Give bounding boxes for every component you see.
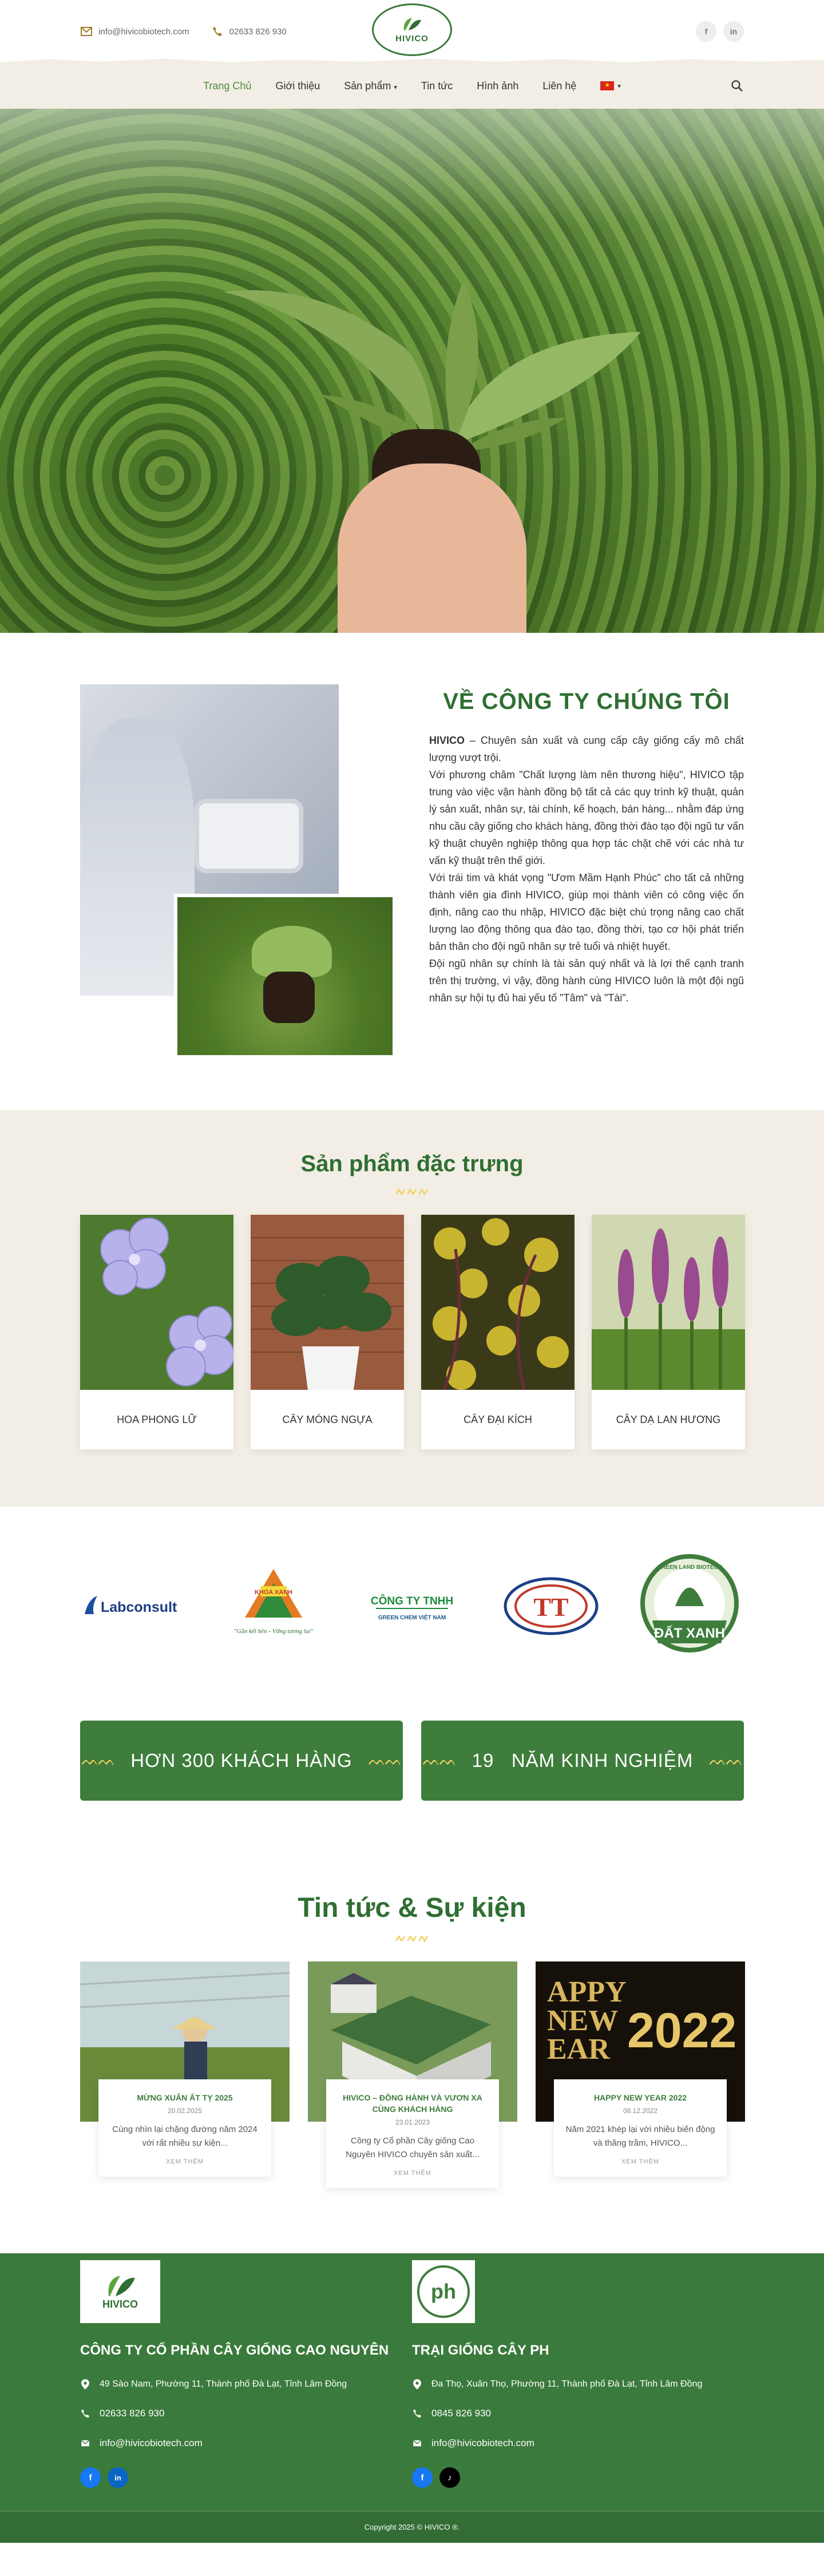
site-footer xyxy=(0,2253,824,2543)
hero-banner xyxy=(0,109,824,633)
about-brand: HIVICO xyxy=(429,735,465,746)
copyright-bar xyxy=(0,2511,824,2543)
footer-farm-name: TRẠI GIỐNG CÂY PH xyxy=(412,2343,549,2358)
zigzag-icon: ᨓᨓ xyxy=(368,1751,402,1769)
about-paragraph-1 xyxy=(429,732,744,766)
about-paragraph-4: Đội ngũ nhân sự chính là tài sản quý nhất và là lợi thế cạnh tranh trên thị trường, vì vậy, đồng hành cùng HIVICO luôn là một đội ngũ nhân sự hội tụ đủ hai yếu tố "Tâm" và "Tài". xyxy=(429,958,744,1004)
linkedin-icon[interactable]: in xyxy=(108,2467,128,2488)
footer-logo-hivico[interactable] xyxy=(80,2260,160,2323)
products-title: Sản phẩm đặc trưng xyxy=(300,1151,524,1176)
zigzag-icon: ᨓᨓ xyxy=(422,1751,456,1769)
about-paragraph-3: Với trái tim và khát vọng "Ươm Mầm Hạnh Phúc" cho tất cả những thành viên gia đình HIVICO, giúp mọi thành viên có công việc ổn định, nâng cao thu nhập, HIVICO đặc biệt chú trọng nâng cao chất lượng lao động thông qua đào tạo, đồng thời, tạo cơ hội phát triển bản thân cho đội ngũ nhân sự trẻ tuổi và nhiệt huyết. xyxy=(429,872,744,952)
phone-icon xyxy=(211,25,224,38)
nav-item-gallery[interactable]: Hình ảnh xyxy=(477,80,519,92)
footer-phone-text: 0845 826 930 xyxy=(431,2408,491,2419)
sprout-photo xyxy=(174,894,396,1059)
footer-col-hivico xyxy=(80,2260,412,2488)
divider-squiggle-icon xyxy=(80,1934,744,1943)
lab-device xyxy=(195,799,303,873)
read-more-link[interactable]: XEM THÊM xyxy=(621,2158,659,2165)
news-card-title[interactable]: MỪNG XUÂN ẤT TỴ 2025 xyxy=(137,2093,233,2102)
product-card[interactable] xyxy=(421,1215,575,1449)
product-card[interactable] xyxy=(80,1215,233,1449)
product-name: CÂY ĐẠI KÍCH xyxy=(464,1413,532,1425)
stat-experience-label: 19 NĂM KINH NGHIỆM xyxy=(472,1750,694,1771)
nav-item-products-label: Sản phẩm xyxy=(344,80,391,92)
news-card-title[interactable]: HIVICO – ĐỒNG HÀNH VÀ VƯƠN XA CÙNG KHÁCH HÀNG xyxy=(343,2093,482,2114)
mail-icon xyxy=(412,2440,422,2447)
product-card[interactable] xyxy=(592,1215,745,1449)
partner-logo-labconsult[interactable] xyxy=(80,1555,189,1658)
news-card-date: 08.12.2022 xyxy=(623,2107,658,2115)
copyright-text: Copyright 2025 © HIVICO ®. xyxy=(364,2523,460,2531)
about-paragraph-2: Với phương châm "Chất lượng làm nên thương hiệu", HIVICO tập trung vào việc vận hành đồng bộ tất cả các quy trình kỹ thuật, quản lý sản xuất, nhân sự, tài chính, kế hoạch, bán hàng... nhằm đáp ứng nhu cầu cây giống cho khách hàng, đồng thời đào tạo đội ngũ tư vấn kỹ thuật chuyên nghiệp thông qua hợp tác chặt chẽ với các nhà tư vấn kỹ thuật trên thế giới. xyxy=(429,769,744,866)
banner-new: NEW xyxy=(547,2004,619,2037)
footer-email[interactable] xyxy=(80,2438,412,2449)
partners-section xyxy=(0,1507,824,1846)
nav-menu xyxy=(203,80,621,92)
logo-leaf-icon xyxy=(103,2273,137,2298)
news-card[interactable] xyxy=(308,1961,517,2208)
phone-icon xyxy=(412,2409,422,2418)
news-section xyxy=(0,1846,824,2253)
footer-address xyxy=(412,2379,744,2389)
labconsult-text: Labconsult xyxy=(101,1599,177,1615)
search-icon[interactable] xyxy=(730,79,744,93)
read-more-link[interactable]: XEM THÊM xyxy=(394,2170,431,2177)
footer-social xyxy=(80,2467,412,2488)
nav-item-about[interactable]: Giới thiệu xyxy=(275,80,320,92)
datxanh-text: ĐẤT XANH xyxy=(654,1626,725,1641)
location-icon xyxy=(412,2379,422,2389)
stat-experience xyxy=(421,1721,744,1801)
partner-logo-khoaxanh[interactable] xyxy=(219,1555,328,1658)
news-card-date: 23.01.2023 xyxy=(395,2118,430,2126)
news-card-excerpt: Công ty Cổ phần Cây giống Cao Nguyên HIVICO chuyên sản xuất... xyxy=(346,2136,480,2159)
product-image xyxy=(592,1215,745,1390)
footer-phone[interactable] xyxy=(412,2408,744,2419)
zigzag-icon: ᨓᨓ xyxy=(81,1751,115,1769)
banner-2022: 2022 xyxy=(627,2003,737,2058)
partner-logos xyxy=(80,1549,744,1663)
top-phone[interactable] xyxy=(211,25,287,38)
about-images xyxy=(80,684,396,1059)
about-p1-text: – Chuyên sản xuất và cung cấp cây giống cấy mô chất lượng vượt trội. xyxy=(429,735,744,763)
greenchem-line1: CÔNG TY TNHH xyxy=(370,1595,454,1607)
footer-logo-text: HIVICO xyxy=(102,2298,138,2310)
mail-icon xyxy=(80,25,93,38)
flower-geranium-image xyxy=(80,1215,233,1390)
product-name: CÂY MÓNG NGỰA xyxy=(282,1413,373,1425)
news-card-excerpt: Cùng nhìn lại chặng đường năm 2024 với rất nhiều sự kiện... xyxy=(112,2125,258,2148)
partner-logo-greenchem[interactable] xyxy=(358,1555,466,1658)
location-icon xyxy=(80,2379,90,2389)
footer-address xyxy=(80,2379,412,2389)
chevron-down-icon: ▾ xyxy=(394,84,397,91)
chevron-down-icon: ▾ xyxy=(617,82,621,90)
khoaxanh-text: KHOA XANH xyxy=(254,1589,292,1596)
logo-leaf-icon xyxy=(401,17,423,33)
product-image xyxy=(251,1215,404,1390)
footer-col-ph xyxy=(412,2260,744,2488)
tiktok-icon[interactable]: ♪ xyxy=(439,2467,460,2488)
partner-logo-datxanh[interactable] xyxy=(635,1555,744,1658)
news-card-body xyxy=(326,2079,499,2188)
footer-address-text: 49 Sào Nam, Phường 11, Thành phố Đà Lạt, Tỉnh Lâm Đồng xyxy=(100,2379,347,2389)
top-bar xyxy=(0,0,824,63)
phone-icon xyxy=(80,2409,90,2418)
footer-email[interactable] xyxy=(412,2438,744,2449)
facebook-icon[interactable]: f xyxy=(80,2467,101,2488)
stat-customers xyxy=(80,1721,403,1801)
stats-row xyxy=(80,1721,744,1801)
about-section xyxy=(0,633,824,1110)
top-social xyxy=(696,21,744,42)
language-selector[interactable] xyxy=(600,81,621,90)
footer-address-text: Đa Thọ, Xuân Thọ, Phường 11, Thành phố Đà Lạt, Tỉnh Lâm Đồng xyxy=(431,2379,703,2389)
product-name: CÂY DẠ LAN HƯƠNG xyxy=(616,1413,721,1425)
news-card-body xyxy=(554,2079,727,2177)
news-card-body xyxy=(98,2079,271,2177)
vietnam-flag-icon xyxy=(600,81,614,90)
contact-strip xyxy=(80,25,287,38)
datxanh-ring-text: GREEN LAND BIOTECH xyxy=(657,1564,722,1571)
about-text xyxy=(429,684,744,1059)
top-email-text: info@hivicobiotech.com xyxy=(98,26,189,37)
footer-company-name: CÔNG TY CỔ PHẦN CÂY GIỐNG CAO NGUYÊN xyxy=(80,2343,389,2358)
divider-squiggle-icon xyxy=(80,1187,744,1196)
news-card-date: 20.02.2025 xyxy=(167,2107,203,2115)
footer-social xyxy=(412,2467,744,2488)
nav-item-news[interactable]: Tin tức xyxy=(421,80,453,92)
product-name: HOA PHONG LỮ xyxy=(117,1413,197,1425)
footer-phone-text: 02633 826 930 xyxy=(100,2408,165,2419)
main-nav xyxy=(0,63,824,109)
mail-icon xyxy=(80,2440,90,2447)
greenchem-line2: GREEN CHEM VIỆT NAM xyxy=(378,1615,446,1621)
product-image xyxy=(421,1215,575,1390)
nav-item-products[interactable] xyxy=(344,80,397,92)
news-grid xyxy=(80,1961,744,2208)
footer-email-text: info@hivicobiotech.com xyxy=(100,2438,203,2448)
banner-happy: APPY xyxy=(547,1976,627,2008)
about-title: VỀ CÔNG TY CHÚNG TÔI xyxy=(443,689,730,714)
zigzag-icon: ᨓᨓ xyxy=(709,1751,743,1769)
news-card[interactable] xyxy=(536,1961,745,2208)
product-grid xyxy=(80,1215,744,1449)
news-card-title[interactable]: HAPPY NEW YEAR 2022 xyxy=(593,2093,687,2102)
stat-customers-label: HƠN 300 KHÁCH HÀNG xyxy=(130,1750,352,1771)
news-title: Tin tức & Sự kiện xyxy=(298,1893,526,1923)
ph-logo-icon xyxy=(416,2264,471,2319)
linkedin-icon[interactable]: in xyxy=(723,21,744,42)
news-card-excerpt: Năm 2021 khép lại với nhiều biến động và thăng trầm, HIVICO... xyxy=(565,2125,715,2148)
tt-text: TT xyxy=(533,1592,569,1622)
hero-hand xyxy=(338,463,526,633)
liatris-plant-image xyxy=(592,1215,745,1390)
site-logo[interactable] xyxy=(372,3,452,56)
news-card[interactable] xyxy=(80,1961,290,2208)
facebook-icon[interactable]: f xyxy=(696,21,716,42)
logo-text: HIVICO xyxy=(395,33,429,43)
footer-phone[interactable] xyxy=(80,2408,412,2419)
sprout-leaf xyxy=(252,926,332,977)
partner-logo-tt[interactable] xyxy=(497,1555,605,1658)
footer-logo-ph[interactable] xyxy=(412,2260,475,2323)
footer-email-text: info@hivicobiotech.com xyxy=(431,2438,534,2448)
read-more-link[interactable]: XEM THÊM xyxy=(166,2158,204,2165)
nav-item-home[interactable]: Trang Chủ xyxy=(203,80,252,92)
ph-logo-text: ph xyxy=(431,2280,456,2303)
product-image xyxy=(80,1215,233,1390)
top-phone-text: 02633 826 930 xyxy=(229,26,287,37)
euphorbia-plant-image xyxy=(421,1215,575,1390)
banner-year: EAR xyxy=(547,2033,610,2066)
product-card[interactable] xyxy=(251,1215,404,1449)
pilea-plant-image xyxy=(251,1215,404,1390)
top-email[interactable] xyxy=(80,25,189,38)
products-section xyxy=(0,1110,824,1507)
sprout-soil xyxy=(263,972,315,1023)
nav-item-contact[interactable]: Liên hệ xyxy=(542,80,577,92)
khoaxanh-slogan: "Gắn kết bền - Vững tương lai" xyxy=(233,1628,313,1635)
facebook-icon[interactable]: f xyxy=(412,2467,433,2488)
